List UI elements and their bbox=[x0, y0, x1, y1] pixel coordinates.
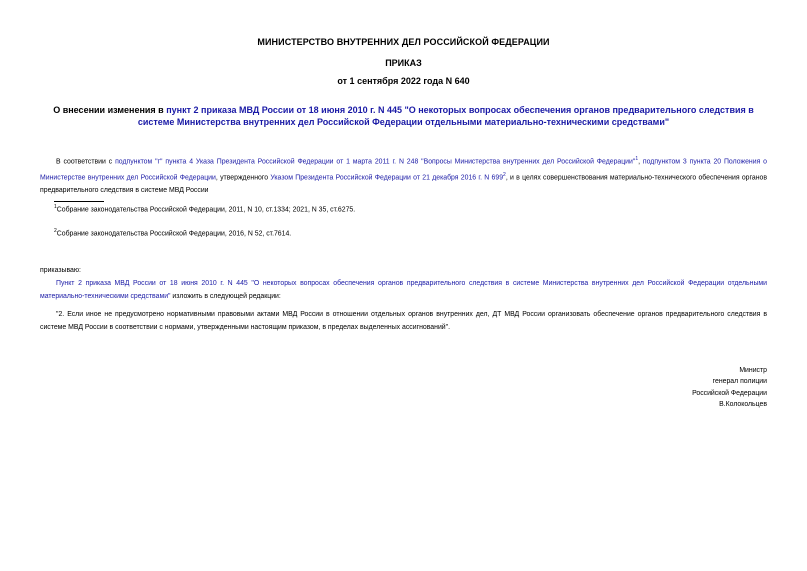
preamble-text-2: , bbox=[638, 158, 643, 166]
footnote-text-1: Собрание законодательства Российской Федерации, 2011, N 10, ст.1334; 2021, N 35, ст.6275. bbox=[56, 206, 356, 214]
date-number-heading: от 1 сентября 2022 года N 640 bbox=[337, 76, 470, 86]
footnote-2 bbox=[54, 226, 291, 239]
instruction-rest: изложить в следующей редакции: bbox=[170, 293, 281, 301]
signature-rank: генерал полиции bbox=[712, 378, 767, 386]
instruction-paragraph bbox=[40, 277, 767, 303]
signature-country: Российской Федерации bbox=[692, 389, 767, 397]
preamble-link-decree-699[interactable]: Указом Президента Российской Федерации от 21 декабря 2016 г. N 699 bbox=[270, 173, 504, 181]
preamble-paragraph bbox=[40, 153, 767, 197]
footnote-1 bbox=[54, 202, 355, 215]
signature-block bbox=[692, 365, 767, 410]
footnote-text-2: Собрание законодательства Российской Федерации, 2016, N 52, ст.7614. bbox=[56, 230, 292, 238]
quote-paragraph: "2. Если иное не предусмотрено нормативными правовыми актами МВД России в отношении отдельных органов внутренних дел, ДТ МВД России организовать обеспечение органов предварительного следствия в системе МВД России в соответствии с нормами, утвержденными настоящим приказом, в пределах выделенных ассигнований". bbox=[40, 311, 767, 332]
signature-name: В.Колокольцев bbox=[719, 400, 767, 408]
ministry-heading: МИНИСТЕРСТВО ВНУТРЕННИХ ДЕЛ РОССИЙСКОЙ ФЕДЕРАЦИИ bbox=[257, 37, 550, 47]
title-link[interactable]: пункт 2 приказа МВД России от 18 июня 2010 г. N 445 "О некоторых вопросах обеспечения органов предварительного следствия в системе Министерства внутренних дел Российской Федерации отдельными материально-техническими средствами" bbox=[137, 105, 754, 127]
title-prefix: О внесении изменения в bbox=[53, 105, 167, 115]
doc-type-heading: ПРИКАЗ bbox=[385, 58, 422, 68]
instruction-link[interactable]: Пункт 2 приказа МВД России от 18 июня 2010 г. N 445 "О некоторых вопросах обеспечения органов предварительного следствия в системе Министерства внутренних дел Российской Федерации отдельными материально-техническими средствами" bbox=[40, 280, 767, 301]
footnote-mark-1: 1 bbox=[54, 204, 57, 210]
footnote-ref-2[interactable]: 2 bbox=[503, 171, 506, 178]
footnote-ref-1[interactable]: 1 bbox=[635, 156, 639, 162]
preamble-text-1: В соответствии с bbox=[56, 158, 116, 166]
order-word: приказываю: bbox=[40, 267, 81, 274]
preamble-link-regulation[interactable]: подпунктом 3 пункта 20 Положения о Министерстве внутренних дел Российской Федерации bbox=[40, 158, 767, 181]
preamble-link-decree-248[interactable]: подпунктом "г" пункта 4 Указа Президента Российской Федерации от 1 марта 2011 г. N 248 "Вопросы Министерства внутренних дел Российской Федерации" bbox=[115, 158, 636, 166]
preamble-text-3: , утвержденного bbox=[215, 173, 271, 181]
footnote-mark-2: 2 bbox=[54, 228, 57, 234]
preamble-text-4: , и в целях совершенствования материально-технического обеспечения органов предварительного следствия в системе МВД России bbox=[40, 173, 768, 194]
signature-title: Министр bbox=[739, 367, 767, 374]
document-title bbox=[40, 104, 767, 128]
